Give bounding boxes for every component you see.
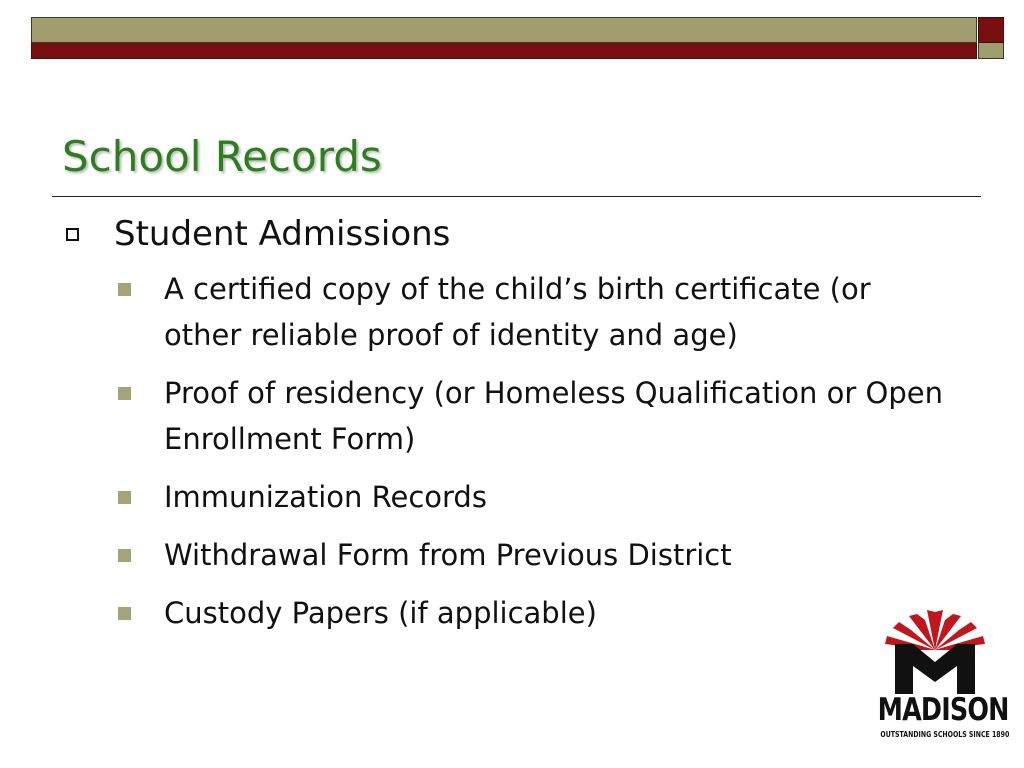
square-bullet-icon xyxy=(118,283,131,296)
sub-bullet-text: Withdrawal Form from Previous District xyxy=(164,538,732,572)
logo-wordmark: MADISON xyxy=(877,692,1009,728)
sub-bullet-item xyxy=(114,590,954,636)
sub-bullet-item xyxy=(114,532,954,578)
hollow-square-bullet-icon xyxy=(66,228,79,241)
header-bar-olive xyxy=(31,17,977,43)
bullet-item xyxy=(62,208,962,260)
logo-tagline: OUTSTANDING SCHOOLS SINCE 1890 xyxy=(880,730,1010,739)
bullet-list xyxy=(62,208,962,648)
sub-bullet-text: Custody Papers (if applicable) xyxy=(164,596,597,630)
sub-bullet-item xyxy=(114,474,954,520)
bullet-text: Student Admissions xyxy=(114,214,451,254)
sunburst-book-icon xyxy=(865,610,1005,694)
sub-bullet-item xyxy=(114,266,954,358)
header-square-olive xyxy=(978,43,1004,59)
square-bullet-icon xyxy=(118,387,131,400)
sub-bullet-text: Proof of residency (or Homeless Qualification or Open Enrollment Form) xyxy=(164,376,943,456)
square-bullet-icon xyxy=(118,491,131,504)
square-bullet-icon xyxy=(118,607,131,620)
square-bullet-icon xyxy=(118,549,131,562)
header-bar-maroon xyxy=(31,43,977,59)
sub-bullet-text: A certified copy of the child’s birth certificate (or other reliable proof of identity and age) xyxy=(164,272,871,352)
madison-logo xyxy=(865,610,1010,744)
sub-bullet-text: Immunization Records xyxy=(164,480,487,514)
sub-bullet-item xyxy=(114,370,954,462)
slide-title: School Records xyxy=(62,132,382,181)
title-divider xyxy=(52,196,981,197)
sub-bullet-list xyxy=(62,266,962,636)
header-square-maroon xyxy=(978,17,1004,43)
